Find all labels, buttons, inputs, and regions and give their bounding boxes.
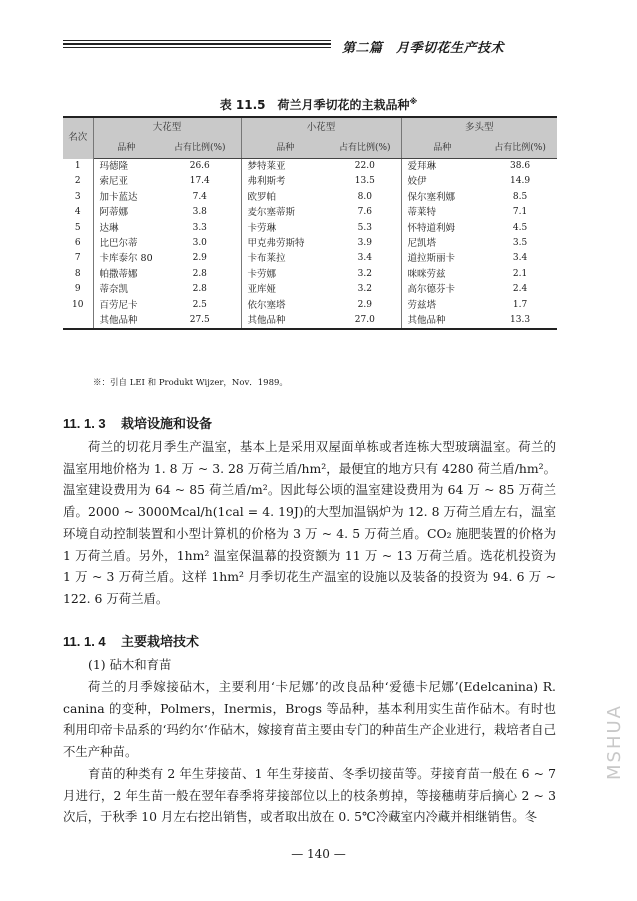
share-cell: 2.8 xyxy=(159,282,241,297)
page-number: — 140 — xyxy=(291,847,346,861)
share-cell: 2.1 xyxy=(512,268,528,279)
rank-cell: 4 xyxy=(63,205,93,220)
variety-cell: 梦特莱亚 xyxy=(247,161,286,172)
rank-cell: 6 xyxy=(63,236,93,251)
share-cell: 1.7 xyxy=(512,299,528,310)
variety-cell: 阿蒂娜 xyxy=(99,207,129,219)
table-row xyxy=(63,174,557,189)
share-cell: 2.9 xyxy=(159,251,241,266)
running-header: 第二篇 月季切花生产技术 xyxy=(342,41,505,56)
variety-cell: 蒂莱特 xyxy=(407,207,437,219)
sub-header-variety: 品种 xyxy=(241,138,329,159)
variety-cell: 蒂奈凯 xyxy=(99,284,129,296)
table-row xyxy=(63,221,557,236)
variety-cell: 道拉斯丽卡 xyxy=(407,253,456,265)
variety-cell: 卡库泰尔 80 xyxy=(99,253,153,265)
share-cell: 4.5 xyxy=(512,222,528,233)
share-cell: 3.8 xyxy=(159,205,241,220)
variety-cell: 欧罗帕 xyxy=(247,191,277,203)
variety-cell: 保尔塞利娜 xyxy=(407,191,456,203)
variety-cell: 其他品种 xyxy=(241,313,329,329)
share-cell: 27.0 xyxy=(329,313,401,329)
variety-cell: 尼凯塔 xyxy=(407,238,437,250)
table-caption-text: 表 11.5 荷兰月季切花的主栽品种 xyxy=(219,98,410,112)
variety-cell: 高尔德芬卡 xyxy=(407,284,456,296)
rank-cell: 7 xyxy=(63,251,93,266)
table-row xyxy=(63,205,557,220)
variety-cell: 卡劳娜 xyxy=(247,268,277,280)
share-cell: 2.9 xyxy=(329,298,401,313)
variety-cell: 劳兹塔 xyxy=(407,299,437,311)
rank-cell: 5 xyxy=(63,221,93,236)
variety-cell: 麦尔塞蒂斯 xyxy=(247,207,296,219)
variety-cell: 亚库娅 xyxy=(247,284,277,296)
table-row xyxy=(63,236,557,251)
variety-cell: 咪咪劳兹 xyxy=(407,268,446,280)
watermark: MSHUA xyxy=(604,704,625,780)
share-cell: 7.1 xyxy=(512,207,528,218)
section-heading-11-1-4 xyxy=(63,631,199,650)
section-number: 11. 1. 3 xyxy=(63,416,106,431)
table-row xyxy=(63,298,557,313)
subheading-rootstock: (1) 砧木和育苗 xyxy=(88,657,172,672)
share-cell: 7.4 xyxy=(159,190,241,205)
paragraph-facilities: 荷兰的切花月季生产温室，基本上是采用双屋面单栋或者连栋大型玻璃温室。荷兰的温室用地价格为 1. 8 万 ~ 3. 28 万荷兰盾/hm²，最便宜的地方只有 4280 荷兰盾/hm²。温室建设费用为 64 ~ 85 荷兰盾/m²。因此每公顷的温室建设费用为 64 万 ~ 85 万荷兰盾。2000 ~ 3000Mcal/h(1cal = 4. 19J)的大型加温锅炉为 12. 8 万荷兰盾左右，温室环境自动控制装置和小型计算机的价格为 3 万 ~ 4. 5 万荷兰盾。CO₂ 施肥装置的价格为 1 万荷兰盾。另外，1hm² 温室保温幕的投资额为 11 万 ~ 13 万荷兰盾。选花机投资为 1 万 ~ 3 万荷兰盾。这样 1hm² 月季切花生产温室的设施以及装备的投资为 94. 6 万 ~ 122. 6 万荷兰盾。 xyxy=(63,439,556,606)
table-row-others xyxy=(63,313,557,329)
paragraph-rootstock: 荷兰的月季嫁接砧木，主要利用‘卡尼娜’的改良品种‘爱德卡尼娜’(Edelcanina) R. canina 的变种，Polmers，Inermis，Brogs 等品种，基本利用实生苗作砧木。有时也利用印帝卡品系的‘玛约尔’作砧木，嫁接育苗主要由专门的种苗生产企业进行，栽培者自己不生产种苗。 xyxy=(63,679,556,760)
variety-cell: 其他品种 xyxy=(401,313,483,329)
share-cell: 3.0 xyxy=(159,236,241,251)
rank-cell: 8 xyxy=(63,267,93,282)
variety-cell: 卡劳琳 xyxy=(247,222,277,234)
share-cell: 3.2 xyxy=(329,282,401,297)
variety-cell: 加卡蓝达 xyxy=(99,191,138,203)
varieties-table xyxy=(63,116,557,330)
table-row xyxy=(63,251,557,266)
rank-cell xyxy=(63,313,93,329)
table-caption xyxy=(0,96,637,113)
sub-header-variety: 品种 xyxy=(401,138,483,159)
rank-cell: 9 xyxy=(63,282,93,297)
rank-cell: 1 xyxy=(63,159,93,175)
rank-cell: 10 xyxy=(63,298,93,313)
header-rule xyxy=(63,40,331,52)
table-footnote: ※：引自 LEI 和 Produkt Wijzer，Nov．1989。 xyxy=(93,378,288,388)
table-caption-mark: ※ xyxy=(409,97,418,106)
group-header-small: 小花型 xyxy=(241,117,401,138)
paragraph-seedlings: 育苗的种类有 2 年生芽接苗、1 年生芽接苗、冬季切接苗等。芽接育苗一般在 6 ~ 7 月进行，2 年生苗一般在翌年春季将芽接部位以上的枝条剪掉，等接穗萌芽后摘心 2 ~ 3 次后，于秋季 10 月左右挖出销售，或者取出放在 0. 5℃冷藏室内冷藏并相继销售。冬 xyxy=(63,766,556,825)
rank-cell: 2 xyxy=(63,174,93,189)
table-row xyxy=(63,282,557,297)
sub-header-variety: 品种 xyxy=(93,138,159,159)
share-cell: 2.4 xyxy=(512,284,528,295)
share-cell: 8.5 xyxy=(512,191,528,202)
variety-cell: 索尼亚 xyxy=(99,176,129,188)
share-cell: 3.4 xyxy=(329,251,401,266)
variety-cell: 百劳尼卡 xyxy=(99,299,138,311)
share-cell: 26.6 xyxy=(159,159,241,175)
share-cell: 2.8 xyxy=(159,267,241,282)
table-row xyxy=(63,159,557,175)
share-cell: 22.0 xyxy=(329,159,401,175)
share-cell: 3.3 xyxy=(159,221,241,236)
variety-cell: 其他品种 xyxy=(93,313,159,329)
share-cell: 17.4 xyxy=(159,174,241,189)
variety-cell: 弗利斯考 xyxy=(247,176,286,188)
share-cell: 8.0 xyxy=(329,190,401,205)
variety-cell: 怀特道利姆 xyxy=(407,222,456,234)
sub-header-share: 占有比例(%) xyxy=(329,138,401,159)
share-cell: 3.2 xyxy=(329,267,401,282)
section-title: 栽培设施和设备 xyxy=(121,417,213,432)
sub-header-share: 占有比例(%) xyxy=(483,138,557,159)
share-cell: 13.3 xyxy=(483,313,557,329)
variety-cell: 比巴尔蒂 xyxy=(99,238,138,250)
variety-cell: 卡布莱拉 xyxy=(247,253,286,265)
rank-cell: 3 xyxy=(63,190,93,205)
share-cell: 14.9 xyxy=(510,176,531,187)
variety-cell: 达琳 xyxy=(99,222,119,234)
table-row xyxy=(63,267,557,282)
section-heading-11-1-3 xyxy=(63,413,212,432)
variety-cell: 爱拜琳 xyxy=(407,161,437,172)
share-cell: 2.5 xyxy=(159,298,241,313)
share-cell: 5.3 xyxy=(329,221,401,236)
variety-cell: 姣伊 xyxy=(407,176,427,188)
share-cell: 13.5 xyxy=(329,174,401,189)
variety-cell: 甲克弗劳斯特 xyxy=(247,238,305,250)
variety-cell: 帕撒蒂娜 xyxy=(99,268,138,280)
share-cell: 3.4 xyxy=(512,253,528,264)
share-cell: 38.6 xyxy=(510,161,531,171)
group-header-large: 大花型 xyxy=(93,117,241,138)
variety-cell: 玛德隆 xyxy=(99,161,129,172)
share-cell: 7.6 xyxy=(329,205,401,220)
sub-header-share: 占有比例(%) xyxy=(159,138,241,159)
variety-cell: 依尔塞塔 xyxy=(247,299,286,311)
section-number: 11. 1. 4 xyxy=(63,634,106,649)
share-cell: 3.5 xyxy=(512,238,528,249)
rank-header: 名次 xyxy=(63,117,93,159)
table-row xyxy=(63,190,557,205)
section-title: 主要栽培技术 xyxy=(121,635,200,650)
share-cell: 27.5 xyxy=(159,313,241,329)
share-cell: 3.9 xyxy=(329,236,401,251)
group-header-multi: 多头型 xyxy=(401,117,557,138)
